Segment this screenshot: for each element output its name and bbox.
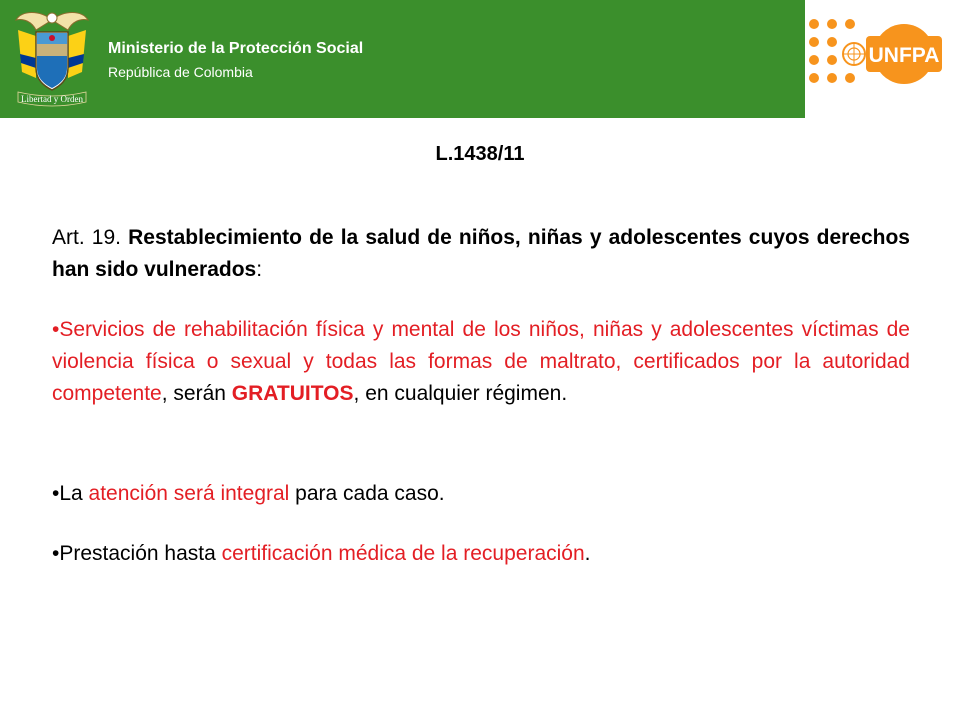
bullet-services-mid: , serán [161, 382, 232, 405]
law-reference: L.1438/11 [435, 143, 525, 165]
ministry-subtitle: República de Colombia [108, 64, 253, 80]
bullet-certification-red: certificación médica de la recuperación [221, 542, 585, 565]
unfpa-logo-text: UNFPA [868, 44, 940, 67]
bullet-services-emphasis: GRATUITOS [231, 382, 354, 405]
article-title: Restablecimiento de la salud de niños, niñas y adolescentes cuyos derechos han sido vulnerados [52, 226, 910, 281]
article-heading [52, 222, 910, 286]
bullet-services [52, 314, 910, 410]
article-suffix: : [256, 258, 263, 281]
un-emblem-icon [843, 43, 865, 65]
article-prefix: Art. 19. [52, 226, 129, 249]
bullet-certification [52, 538, 910, 570]
bullet-services-red: •Servicios de rehabilitación física y mental de los niños, niñas y adolescentes víctimas de violencia física o sexual y todas las formas de maltrato, certificados por la autoridad competente [52, 318, 910, 405]
bullet-certification-lead: •Prestación hasta [52, 542, 222, 565]
bullet-integral-red: atención será integral [88, 482, 290, 505]
header-band [0, 0, 805, 118]
bullet-integral-tail: para cada caso. [289, 482, 445, 505]
colombia-coat-of-arms-icon [12, 6, 92, 112]
ministry-title: Ministerio de la Protección Social [108, 40, 364, 57]
bullet-integral [52, 478, 910, 510]
unfpa-logo [804, 14, 944, 94]
unfpa-dots-icon [809, 19, 855, 83]
bullet-services-tail: , en cualquier régimen. [353, 382, 568, 405]
crest-motto: Libertad y Orden [21, 94, 83, 104]
bullet-integral-lead: •La [52, 482, 89, 505]
bullet-certification-tail: . [584, 542, 591, 565]
